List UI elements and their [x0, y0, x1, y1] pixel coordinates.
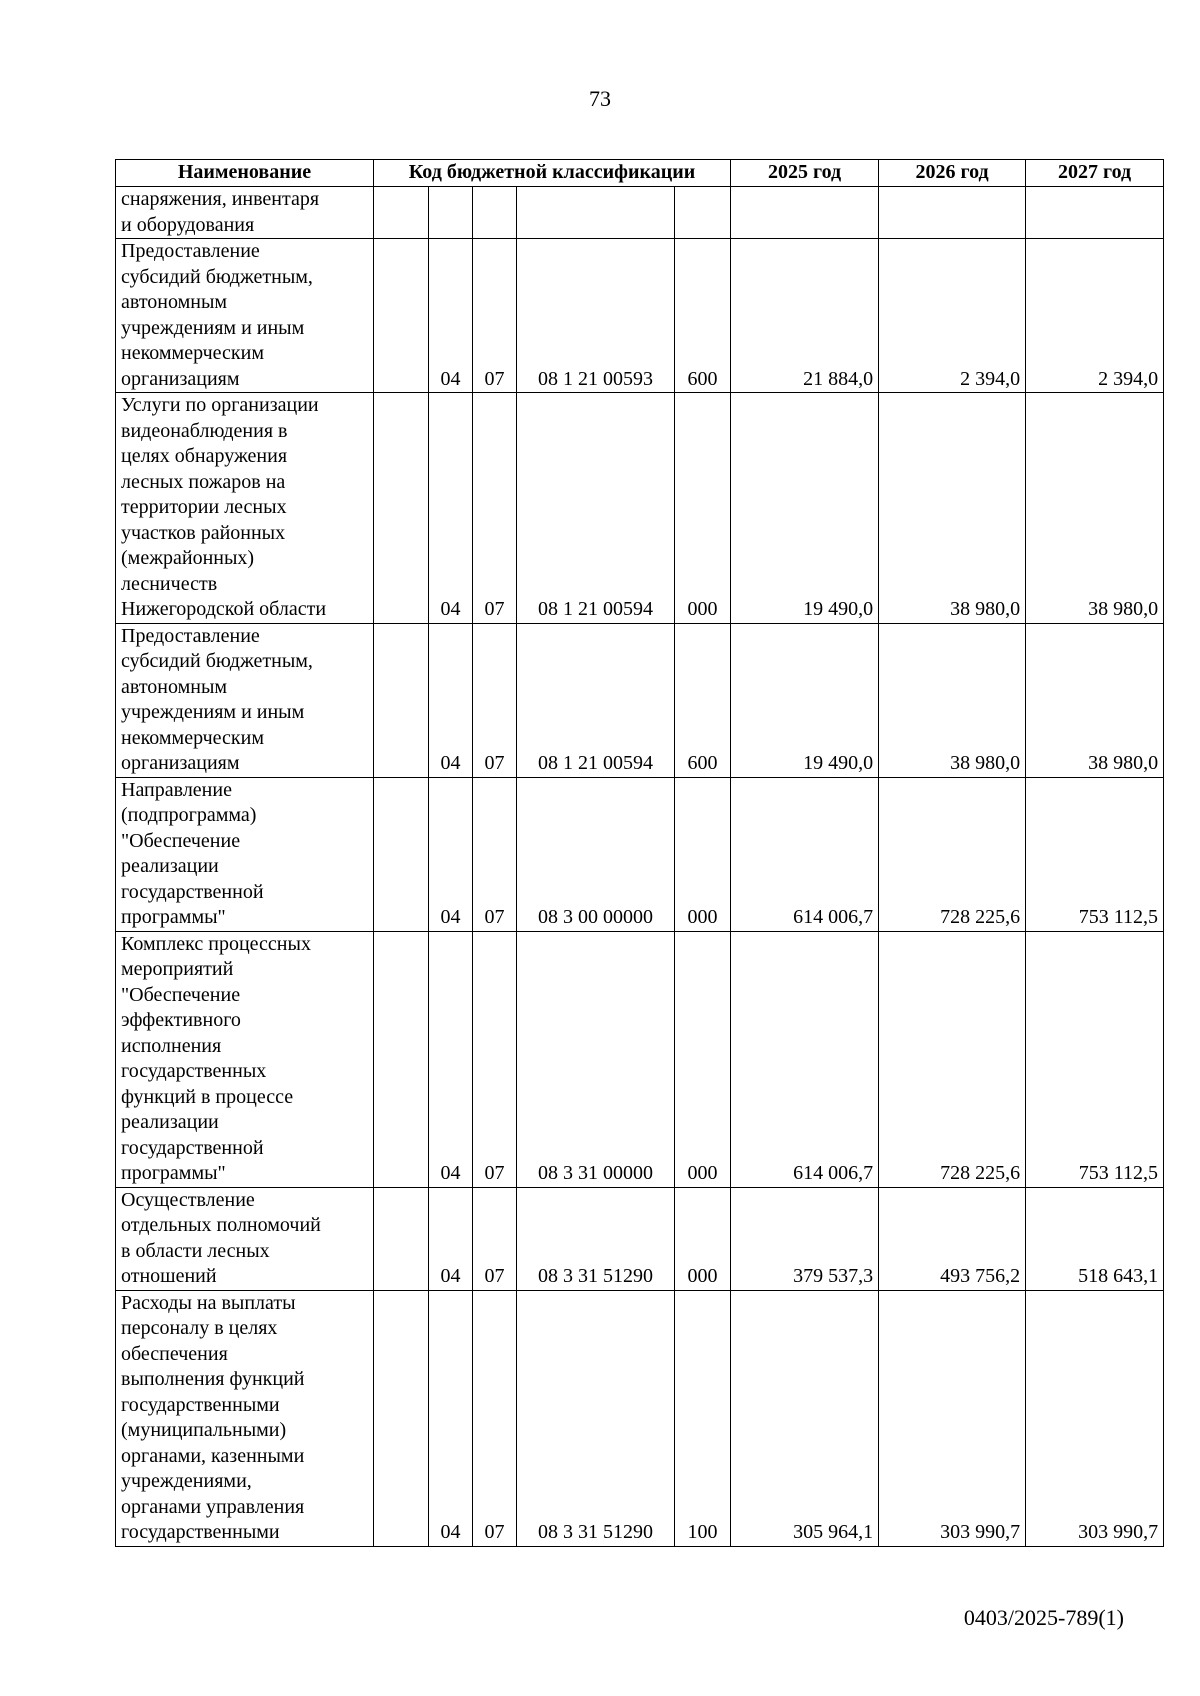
cell-2026: 303 990,7 [879, 1290, 1026, 1546]
cell-section: 04 [429, 623, 473, 777]
page-number: 73 [589, 86, 611, 111]
cell-target-article [517, 187, 675, 239]
cell-section: 04 [429, 393, 473, 624]
cell-2026: 728 225,6 [879, 777, 1026, 931]
cell-code-blank [374, 239, 429, 393]
cell-code-blank [374, 623, 429, 777]
cell-section: 04 [429, 239, 473, 393]
cell-expense-type [675, 187, 731, 239]
cell-name: Осуществление отдельных полномочий в области лесных отношений [116, 1187, 374, 1290]
header-2026: 2026 год [879, 160, 1026, 187]
cell-section: 04 [429, 931, 473, 1187]
cell-code-blank [374, 1290, 429, 1546]
cell-2026: 728 225,6 [879, 931, 1026, 1187]
cell-subsection: 07 [473, 239, 517, 393]
cell-2025: 614 006,7 [731, 777, 879, 931]
cell-expense-type: 600 [675, 239, 731, 393]
table-row [116, 1187, 1164, 1290]
header-2025: 2025 год [731, 160, 879, 187]
cell-expense-type: 000 [675, 931, 731, 1187]
cell-2025: 305 964,1 [731, 1290, 879, 1546]
cell-name: Направление (подпрограмма) "Обеспечение реализации государственной программы" [116, 777, 374, 931]
cell-target-article: 08 3 31 51290 [517, 1187, 675, 1290]
table-row [116, 931, 1164, 1187]
table-row [116, 393, 1164, 624]
table-body [116, 187, 1164, 1547]
cell-section: 04 [429, 1187, 473, 1290]
table-row [116, 623, 1164, 777]
cell-subsection: 07 [473, 623, 517, 777]
cell-section: 04 [429, 777, 473, 931]
cell-2026 [879, 187, 1026, 239]
cell-2026: 38 980,0 [879, 393, 1026, 624]
cell-code-blank [374, 1187, 429, 1290]
cell-code-blank [374, 777, 429, 931]
header-code: Код бюджетной классификации [374, 160, 731, 187]
cell-name: снаряжения, инвентаря и оборудования [116, 187, 374, 239]
table-row [116, 239, 1164, 393]
cell-2027: 753 112,5 [1026, 931, 1164, 1187]
cell-2027: 38 980,0 [1026, 393, 1164, 624]
cell-expense-type: 000 [675, 777, 731, 931]
cell-expense-type: 100 [675, 1290, 731, 1546]
cell-subsection: 07 [473, 1187, 517, 1290]
cell-target-article: 08 1 21 00594 [517, 623, 675, 777]
cell-2027: 753 112,5 [1026, 777, 1164, 931]
cell-subsection: 07 [473, 931, 517, 1187]
header-2027: 2027 год [1026, 160, 1164, 187]
cell-name: Комплекс процессных мероприятий "Обеспечение эффективного исполнения государственных функций в процессе реализации государственной программы" [116, 931, 374, 1187]
cell-target-article: 08 3 00 00000 [517, 777, 675, 931]
cell-code-blank [374, 393, 429, 624]
cell-2027 [1026, 187, 1164, 239]
cell-2025: 19 490,0 [731, 393, 879, 624]
cell-subsection: 07 [473, 777, 517, 931]
cell-2027: 518 643,1 [1026, 1187, 1164, 1290]
cell-subsection [473, 187, 517, 239]
cell-expense-type: 000 [675, 393, 731, 624]
table-row [116, 1290, 1164, 1546]
cell-expense-type: 000 [675, 1187, 731, 1290]
cell-2027: 2 394,0 [1026, 239, 1164, 393]
cell-2025: 19 490,0 [731, 623, 879, 777]
cell-name: Услуги по организации видеонаблюдения в целях обнаружения лесных пожаров на территории лесных участков районных (межрайонных) лесничеств Нижегородской области [116, 393, 374, 624]
cell-name: Предоставление субсидий бюджетным, автономным учреждениям и иным некоммерческим организациям [116, 623, 374, 777]
cell-section [429, 187, 473, 239]
cell-target-article: 08 1 21 00593 [517, 239, 675, 393]
cell-code-blank [374, 931, 429, 1187]
cell-target-article: 08 1 21 00594 [517, 393, 675, 624]
cell-2027: 303 990,7 [1026, 1290, 1164, 1546]
cell-target-article: 08 3 31 00000 [517, 931, 675, 1187]
cell-section: 04 [429, 1290, 473, 1546]
cell-2025: 614 006,7 [731, 931, 879, 1187]
cell-2027: 38 980,0 [1026, 623, 1164, 777]
cell-2026: 2 394,0 [879, 239, 1026, 393]
header-name: Наименование [116, 160, 374, 187]
cell-2025: 21 884,0 [731, 239, 879, 393]
table-row [116, 187, 1164, 239]
cell-code-blank [374, 187, 429, 239]
cell-subsection: 07 [473, 393, 517, 624]
table-header-row [116, 160, 1164, 187]
document-number: 0403/2025-789(1) [963, 1605, 1124, 1630]
cell-2025 [731, 187, 879, 239]
budget-table [115, 159, 1164, 1547]
cell-2026: 493 756,2 [879, 1187, 1026, 1290]
table-row [116, 777, 1164, 931]
cell-expense-type: 600 [675, 623, 731, 777]
cell-target-article: 08 3 31 51290 [517, 1290, 675, 1546]
cell-2026: 38 980,0 [879, 623, 1026, 777]
cell-name: Расходы на выплаты персоналу в целях обеспечения выполнения функций государственными (муниципальными) органами, казенными учреждениями, органами управления государственными [116, 1290, 374, 1546]
cell-name: Предоставление субсидий бюджетным, автономным учреждениям и иным некоммерческим организациям [116, 239, 374, 393]
cell-subsection: 07 [473, 1290, 517, 1546]
cell-2025: 379 537,3 [731, 1187, 879, 1290]
